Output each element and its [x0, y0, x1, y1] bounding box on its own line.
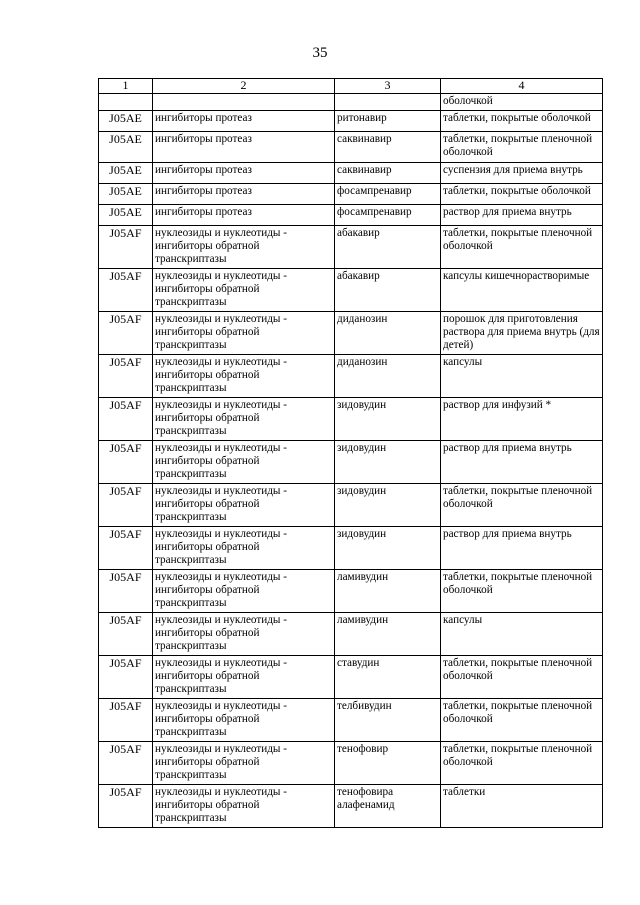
table-row: [99, 94, 603, 111]
table-row: [99, 163, 603, 184]
drug-name-cell: диданозин: [335, 312, 441, 355]
drug-name-cell: абакавир: [335, 269, 441, 312]
table-row: [99, 441, 603, 484]
table-row: [99, 656, 603, 699]
pharm-group-cell: нуклеозиды и нуклеотиды - ингибиторы обратной транскриптазы: [153, 613, 335, 656]
drug-name-cell: саквинавир: [335, 163, 441, 184]
dosage-form-cell: таблетки, покрытые пленочной оболочкой: [441, 226, 603, 269]
drug-name-cell: ставудин: [335, 656, 441, 699]
dosage-form-cell: капсулы кишечнорастворимые: [441, 269, 603, 312]
drug-name-cell: зидовудин: [335, 398, 441, 441]
dosage-form-cell: таблетки, покрытые пленочной оболочкой: [441, 484, 603, 527]
table-row: [99, 132, 603, 163]
table-row: [99, 742, 603, 785]
atc-code-cell: J05AE: [99, 205, 153, 226]
dosage-form-cell: таблетки, покрытые пленочной оболочкой: [441, 570, 603, 613]
atc-code-cell: J05AF: [99, 484, 153, 527]
dosage-form-cell: таблетки, покрытые пленочной оболочкой: [441, 699, 603, 742]
dosage-form-cell: таблетки: [441, 785, 603, 828]
dosage-form-cell: раствор для приема внутрь: [441, 205, 603, 226]
drug-name-cell: зидовудин: [335, 527, 441, 570]
pharm-group-cell: нуклеозиды и нуклеотиды - ингибиторы обратной транскриптазы: [153, 269, 335, 312]
pharm-group-cell: нуклеозиды и нуклеотиды - ингибиторы обратной транскриптазы: [153, 398, 335, 441]
atc-code-cell: J05AF: [99, 527, 153, 570]
table-row: [99, 785, 603, 828]
atc-code-cell: J05AF: [99, 742, 153, 785]
table-row: [99, 312, 603, 355]
atc-code-cell: J05AF: [99, 613, 153, 656]
atc-code-cell: J05AE: [99, 132, 153, 163]
drug-name-cell: зидовудин: [335, 484, 441, 527]
table-row: [99, 205, 603, 226]
atc-code-cell: J05AF: [99, 312, 153, 355]
dosage-form-cell: капсулы: [441, 355, 603, 398]
table-row: [99, 355, 603, 398]
page-number: 35: [312, 45, 328, 61]
drug-name-cell: зидовудин: [335, 441, 441, 484]
atc-code-cell: J05AF: [99, 570, 153, 613]
pharm-group-cell: нуклеозиды и нуклеотиды - ингибиторы обратной транскриптазы: [153, 441, 335, 484]
pharm-group-cell: нуклеозиды и нуклеотиды - ингибиторы обратной транскриптазы: [153, 527, 335, 570]
pharm-group-cell: нуклеозиды и нуклеотиды - ингибиторы обратной транскриптазы: [153, 742, 335, 785]
atc-code-cell: J05AF: [99, 355, 153, 398]
dosage-form-cell: оболочкой: [441, 94, 603, 111]
pharm-group-cell: [153, 94, 335, 111]
atc-code-cell: J05AF: [99, 441, 153, 484]
pharm-group-cell: ингибиторы протеаз: [153, 132, 335, 163]
pharm-group-cell: нуклеозиды и нуклеотиды - ингибиторы обратной транскриптазы: [153, 570, 335, 613]
pharm-group-cell: нуклеозиды и нуклеотиды - ингибиторы обратной транскриптазы: [153, 656, 335, 699]
drug-table: [98, 78, 603, 828]
pharm-group-cell: нуклеозиды и нуклеотиды - ингибиторы обратной транскриптазы: [153, 484, 335, 527]
dosage-form-cell: таблетки, покрытые оболочкой: [441, 184, 603, 205]
table-row: [99, 527, 603, 570]
atc-code-cell: J05AF: [99, 226, 153, 269]
dosage-form-cell: раствор для приема внутрь: [441, 527, 603, 570]
table-row: [99, 226, 603, 269]
pharm-group-cell: нуклеозиды и нуклеотиды - ингибиторы обратной транскриптазы: [153, 312, 335, 355]
table-row: [99, 570, 603, 613]
dosage-form-cell: таблетки, покрытые пленочной оболочкой: [441, 742, 603, 785]
atc-code-cell: [99, 94, 153, 111]
drug-name-cell: телбивудин: [335, 699, 441, 742]
dosage-form-cell: раствор для инфузий *: [441, 398, 603, 441]
atc-code-cell: J05AF: [99, 269, 153, 312]
column-header: 4: [441, 79, 603, 94]
drug-name-cell: тенофовира алафенамид: [335, 785, 441, 828]
column-header: 1: [99, 79, 153, 94]
drug-name-cell: [335, 94, 441, 111]
atc-code-cell: J05AF: [99, 699, 153, 742]
atc-code-cell: J05AF: [99, 785, 153, 828]
table-row: [99, 699, 603, 742]
drug-name-cell: абакавир: [335, 226, 441, 269]
column-header: 3: [335, 79, 441, 94]
dosage-form-cell: таблетки, покрытые пленочной оболочкой: [441, 656, 603, 699]
dosage-form-cell: таблетки, покрытые оболочкой: [441, 111, 603, 132]
atc-code-cell: J05AE: [99, 111, 153, 132]
table-row: [99, 184, 603, 205]
pharm-group-cell: нуклеозиды и нуклеотиды - ингибиторы обратной транскриптазы: [153, 785, 335, 828]
drug-name-cell: ламивудин: [335, 570, 441, 613]
table-row: [99, 613, 603, 656]
table-header-row: [99, 79, 603, 94]
table-row: [99, 484, 603, 527]
pharm-group-cell: ингибиторы протеаз: [153, 205, 335, 226]
atc-code-cell: J05AE: [99, 184, 153, 205]
column-header: 2: [153, 79, 335, 94]
table-row: [99, 111, 603, 132]
table-row: [99, 269, 603, 312]
atc-code-cell: J05AF: [99, 398, 153, 441]
drug-name-cell: фосампренавир: [335, 205, 441, 226]
drug-name-cell: тенофовир: [335, 742, 441, 785]
dosage-form-cell: капсулы: [441, 613, 603, 656]
pharm-group-cell: нуклеозиды и нуклеотиды - ингибиторы обратной транскриптазы: [153, 699, 335, 742]
atc-code-cell: J05AE: [99, 163, 153, 184]
pharm-group-cell: нуклеозиды и нуклеотиды - ингибиторы обратной транскриптазы: [153, 355, 335, 398]
pharm-group-cell: ингибиторы протеаз: [153, 111, 335, 132]
drug-name-cell: ритонавир: [335, 111, 441, 132]
drug-name-cell: диданозин: [335, 355, 441, 398]
drug-name-cell: ламивудин: [335, 613, 441, 656]
drug-name-cell: саквинавир: [335, 132, 441, 163]
atc-code-cell: J05AF: [99, 656, 153, 699]
pharm-group-cell: ингибиторы протеаз: [153, 163, 335, 184]
dosage-form-cell: суспензия для приема внутрь: [441, 163, 603, 184]
dosage-form-cell: таблетки, покрытые пленочной оболочкой: [441, 132, 603, 163]
pharm-group-cell: нуклеозиды и нуклеотиды - ингибиторы обратной транскриптазы: [153, 226, 335, 269]
dosage-form-cell: порошок для приготовления раствора для приема внутрь (для детей): [441, 312, 603, 355]
table-row: [99, 398, 603, 441]
dosage-form-cell: раствор для приема внутрь: [441, 441, 603, 484]
pharm-group-cell: ингибиторы протеаз: [153, 184, 335, 205]
drug-name-cell: фосампренавир: [335, 184, 441, 205]
